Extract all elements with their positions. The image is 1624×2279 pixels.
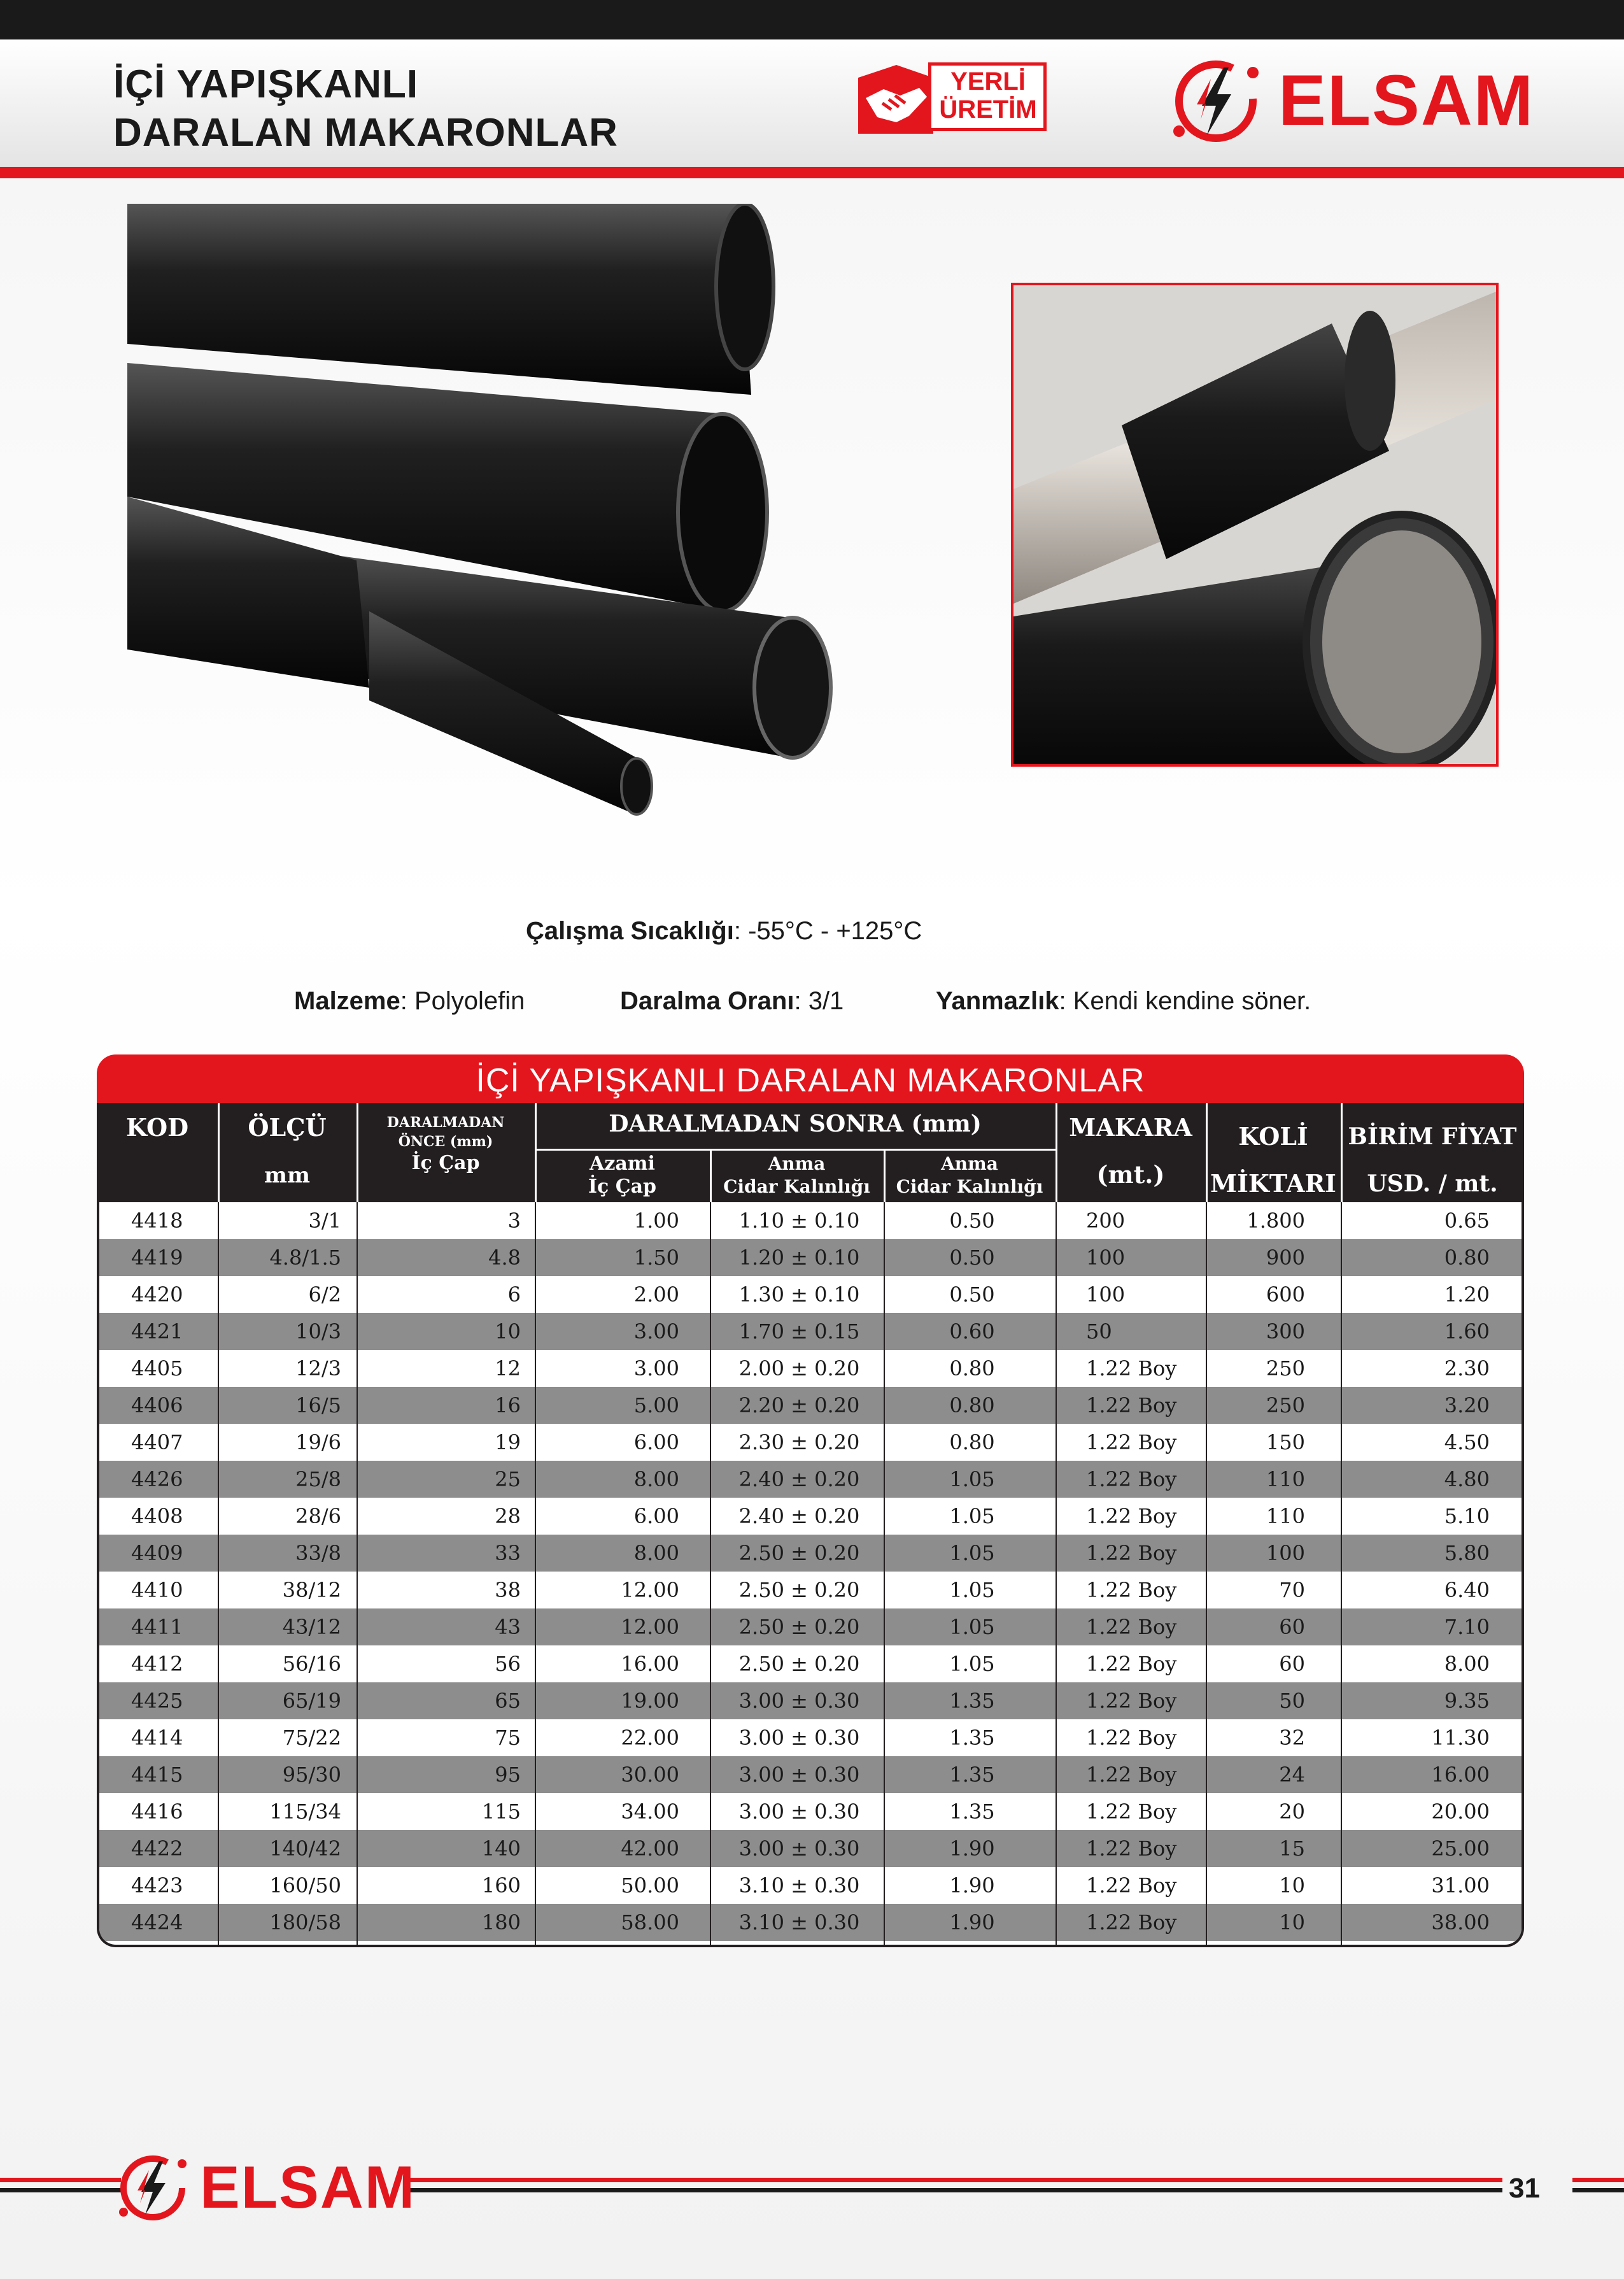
cell-azami: 42.00 — [621, 1836, 679, 1861]
col-header-anma1-line1: Anma — [768, 1153, 826, 1174]
cell-azami: 8.00 — [633, 1541, 679, 1565]
cell-koli: 70 — [1279, 1578, 1305, 1602]
cell-anma-thickness: 0.80 — [949, 1430, 995, 1454]
cell-azami: 3.00 — [633, 1356, 679, 1381]
column-separator — [1206, 1202, 1207, 1947]
cell-before: 140 — [481, 1836, 521, 1861]
cell-makara: 1.22 Boy — [1086, 1873, 1177, 1898]
footer-logo — [112, 2150, 430, 2226]
column-separator — [1341, 1202, 1342, 1947]
cell-kod: 4412 — [131, 1652, 183, 1676]
cell-olcu: 33/8 — [295, 1541, 341, 1565]
cell-makara: 50 — [1086, 1319, 1112, 1344]
col-header-fiyat — [1341, 1113, 1524, 1207]
cell-koli: 60 — [1279, 1615, 1305, 1639]
cell-azami: 1.00 — [633, 1209, 679, 1233]
cell-azami: 6.00 — [633, 1430, 679, 1454]
cell-olcu: 180/58 — [269, 1910, 341, 1935]
header-separator — [218, 1103, 220, 1202]
table-row — [99, 1424, 1522, 1461]
cell-azami: 6.00 — [633, 1504, 679, 1528]
table-row — [99, 1793, 1522, 1830]
cell-kod: 4414 — [131, 1726, 183, 1750]
cell-fiyat: 0.80 — [1444, 1246, 1490, 1270]
cell-olcu: 25/8 — [295, 1467, 341, 1491]
cell-olcu: 75/22 — [282, 1726, 341, 1750]
cell-before: 10 — [495, 1319, 521, 1344]
cell-before: 75 — [495, 1726, 521, 1750]
spec-ratio-label: Daralma Oranı — [620, 987, 794, 1015]
spec-flammability — [936, 986, 1311, 1016]
cell-koli: 60 — [1279, 1652, 1305, 1676]
column-separator — [1056, 1202, 1057, 1947]
cell-olcu: 16/5 — [295, 1393, 341, 1417]
table-header — [97, 1103, 1524, 1202]
table-body — [97, 1202, 1524, 1947]
cell-makara: 1.22 Boy — [1086, 1430, 1177, 1454]
col-header-koli — [1206, 1113, 1341, 1207]
cell-kod: 4423 — [131, 1873, 183, 1898]
cell-anma-thickness: 1.05 — [949, 1541, 995, 1565]
cell-anma-tolerance: 1.10 ± 0.10 — [738, 1209, 860, 1233]
cell-kod: 4418 — [131, 1209, 183, 1233]
cell-koli: 900 — [1266, 1246, 1305, 1270]
cell-anma-tolerance: 3.10 ± 0.30 — [738, 1873, 860, 1898]
cell-fiyat: 6.40 — [1444, 1578, 1490, 1602]
cell-makara: 1.22 Boy — [1086, 1800, 1177, 1824]
cell-makara: 1.22 Boy — [1086, 1504, 1177, 1528]
cell-olcu: 12/3 — [295, 1356, 341, 1381]
cell-before: 25 — [495, 1467, 521, 1491]
badge-line1: YERLİ — [950, 67, 1026, 96]
cell-fiyat: 3.20 — [1444, 1393, 1490, 1417]
yerli-uretim-badge — [858, 59, 1049, 138]
cell-makara: 1.22 Boy — [1086, 1726, 1177, 1750]
cell-makara: 1.22 Boy — [1086, 1652, 1177, 1676]
cell-kod: 4422 — [131, 1836, 183, 1861]
spec-ratio — [620, 986, 844, 1016]
cell-anma-tolerance: 2.50 ± 0.20 — [738, 1578, 860, 1602]
col-header-fiyat-line2: USD. / mt. — [1367, 1170, 1498, 1197]
table-row — [99, 1313, 1522, 1350]
header-separator — [1341, 1103, 1343, 1202]
table-row — [99, 1239, 1522, 1276]
table-title: İÇİ YAPIŞKANLI DARALAN MAKARONLAR — [97, 1054, 1524, 1103]
col-header-azami — [535, 1153, 710, 1198]
lightning-circle-icon — [112, 2150, 195, 2226]
cell-before: 33 — [495, 1541, 521, 1565]
cell-koli: 250 — [1266, 1393, 1305, 1417]
cell-before: 160 — [481, 1873, 521, 1898]
table-row — [99, 1904, 1522, 1941]
cell-anma-tolerance: 1.20 ± 0.10 — [738, 1246, 860, 1270]
brand-name: ELSAM — [1278, 60, 1534, 140]
cell-anma-tolerance: 2.40 ± 0.20 — [738, 1504, 860, 1528]
table-row — [99, 1645, 1522, 1682]
col-header-anma2 — [884, 1153, 1056, 1198]
cell-azami: 16.00 — [621, 1652, 679, 1676]
badge-text — [932, 67, 1044, 124]
table-row — [99, 1756, 1522, 1793]
cell-kod: 4421 — [131, 1319, 183, 1344]
col-header-azami-line1: Azami — [590, 1153, 655, 1175]
table-row — [99, 1682, 1522, 1719]
cell-azami: 12.00 — [621, 1578, 679, 1602]
col-header-makara-unit: (mt.) — [1096, 1160, 1165, 1189]
header-separator — [1206, 1103, 1208, 1202]
table-row — [99, 1719, 1522, 1756]
cell-kod: 4424 — [131, 1910, 183, 1935]
cell-azami: 3.00 — [633, 1319, 679, 1344]
cell-makara: 200 — [1086, 1209, 1126, 1233]
cell-anma-thickness: 1.05 — [949, 1467, 995, 1491]
page-title-line1: İÇİ YAPIŞKANLI — [113, 62, 419, 106]
cell-anma-tolerance: 3.00 ± 0.30 — [738, 1763, 860, 1787]
col-header-koli-line1: KOLİ — [1238, 1122, 1308, 1151]
column-separator — [535, 1202, 536, 1947]
brand-logo — [1165, 53, 1547, 149]
cell-anma-thickness: 1.35 — [949, 1763, 995, 1787]
cell-before: 19 — [495, 1430, 521, 1454]
cell-kod: 4405 — [131, 1356, 183, 1381]
badge-line2: ÜRETİM — [939, 96, 1037, 124]
cell-anma-tolerance: 3.00 ± 0.30 — [738, 1689, 860, 1713]
cell-azami: 2.00 — [633, 1282, 679, 1307]
table-row — [99, 1830, 1522, 1867]
cell-anma-thickness: 1.05 — [949, 1578, 995, 1602]
cell-before: 115 — [481, 1800, 521, 1824]
col-header-makara: MAKARA — [1069, 1113, 1192, 1142]
cell-anma-thickness: 1.90 — [949, 1873, 995, 1898]
cell-anma-tolerance: 2.50 ± 0.20 — [738, 1615, 860, 1639]
spec-material-label: Malzeme — [294, 987, 400, 1015]
cell-olcu: 56/16 — [282, 1652, 341, 1676]
cell-kod: 4410 — [131, 1578, 183, 1602]
col-header-fiyat-line1: BİRİM FİYAT — [1348, 1123, 1517, 1150]
cell-kod: 4419 — [131, 1246, 183, 1270]
cell-anma-thickness: 1.35 — [949, 1689, 995, 1713]
cell-before: 180 — [481, 1910, 521, 1935]
cell-azami: 34.00 — [621, 1800, 679, 1824]
cell-kod: 4407 — [131, 1430, 183, 1454]
cell-fiyat: 20.00 — [1431, 1800, 1490, 1824]
cell-makara: 1.22 Boy — [1086, 1393, 1177, 1417]
footer-brand: ELSAM — [200, 2154, 416, 2220]
cell-olcu: 3/1 — [308, 1209, 341, 1233]
cell-makara: 1.22 Boy — [1086, 1615, 1177, 1639]
cell-olcu: 160/50 — [269, 1873, 341, 1898]
cell-olcu: 140/42 — [269, 1836, 341, 1861]
spec-flammability-value: : Kendi kendine söner. — [1059, 987, 1311, 1015]
cell-azami: 8.00 — [633, 1467, 679, 1491]
cell-koli: 10 — [1279, 1873, 1305, 1898]
cell-olcu: 19/6 — [295, 1430, 341, 1454]
product-photo-application — [1011, 283, 1499, 767]
table-row — [99, 1572, 1522, 1608]
cell-kod: 4406 — [131, 1393, 183, 1417]
col-header-after: DARALMADAN SONRA (mm) — [609, 1111, 982, 1137]
cell-anma-thickness: 1.35 — [949, 1800, 995, 1824]
cell-fiyat: 4.50 — [1444, 1430, 1490, 1454]
cell-fiyat: 5.10 — [1444, 1504, 1490, 1528]
cell-fiyat: 0.65 — [1444, 1209, 1490, 1233]
cell-koli: 20 — [1279, 1800, 1305, 1824]
cell-koli: 150 — [1266, 1430, 1305, 1454]
cell-azami: 12.00 — [621, 1615, 679, 1639]
cell-olcu: 6/2 — [308, 1282, 341, 1307]
table-row — [99, 1276, 1522, 1313]
table-row — [99, 1867, 1522, 1904]
cell-olcu: 10/3 — [295, 1319, 341, 1344]
cell-kod: 4420 — [131, 1282, 183, 1307]
cell-olcu: 43/12 — [282, 1615, 341, 1639]
cell-anma-tolerance: 2.50 ± 0.20 — [738, 1652, 860, 1676]
cell-koli: 50 — [1279, 1689, 1305, 1713]
cell-olcu: 38/12 — [282, 1578, 341, 1602]
product-photo-tubes — [115, 204, 840, 841]
cell-azami: 30.00 — [621, 1763, 679, 1787]
column-separator — [884, 1202, 885, 1947]
header-divider — [535, 1149, 1056, 1151]
column-separator — [710, 1202, 711, 1947]
cell-azami: 50.00 — [621, 1873, 679, 1898]
cell-olcu: 28/6 — [295, 1504, 341, 1528]
cell-fiyat: 9.35 — [1444, 1689, 1490, 1713]
handshake-icon — [858, 59, 935, 138]
cell-before: 3 — [507, 1209, 521, 1233]
top-bar — [0, 0, 1624, 39]
col-header-kod: KOD — [125, 1113, 189, 1142]
cell-kod: 4425 — [131, 1689, 183, 1713]
col-header-azami-line2: İç Çap — [588, 1175, 657, 1198]
cell-anma-tolerance: 3.00 ± 0.30 — [738, 1800, 860, 1824]
cell-olcu: 95/30 — [282, 1763, 341, 1787]
cell-makara: 1.22 Boy — [1086, 1356, 1177, 1381]
cell-olcu: 115/34 — [269, 1800, 341, 1824]
col-header-anma2-line2: Cidar Kalınlığı — [896, 1176, 1043, 1197]
cell-anma-thickness: 1.90 — [949, 1836, 995, 1861]
cell-anma-thickness: 0.60 — [949, 1319, 995, 1344]
header-separator — [535, 1103, 537, 1202]
cell-before: 56 — [495, 1652, 521, 1676]
cell-anma-thickness: 1.35 — [949, 1726, 995, 1750]
cell-fiyat: 2.30 — [1444, 1356, 1490, 1381]
cell-koli: 110 — [1266, 1504, 1305, 1528]
spec-temperature-label: Çalışma Sıcaklığı — [526, 917, 734, 945]
cell-anma-tolerance: 3.00 ± 0.30 — [738, 1836, 860, 1861]
cell-koli: 10 — [1279, 1910, 1305, 1935]
cell-kod: 4409 — [131, 1541, 183, 1565]
cell-before: 4.8 — [488, 1246, 521, 1270]
table-row — [99, 1387, 1522, 1424]
cell-azami: 22.00 — [621, 1726, 679, 1750]
cell-kod: 4408 — [131, 1504, 183, 1528]
cell-makara: 100 — [1086, 1246, 1126, 1270]
header-separator — [1056, 1103, 1057, 1202]
cell-koli: 110 — [1266, 1467, 1305, 1491]
cell-fiyat: 7.10 — [1444, 1615, 1490, 1639]
spec-material-value: : Polyolefin — [400, 987, 525, 1015]
cell-anma-tolerance: 3.00 ± 0.30 — [738, 1726, 860, 1750]
col-header-anma2-line1: Anma — [941, 1153, 998, 1174]
col-header-anma1-line2: Cidar Kalınlığı — [723, 1176, 870, 1197]
cell-before: 6 — [507, 1282, 521, 1307]
cell-koli: 600 — [1266, 1282, 1305, 1307]
page-title-line2: DARALAN MAKARONLAR — [113, 111, 618, 155]
cell-fiyat: 38.00 — [1431, 1910, 1490, 1935]
cell-anma-thickness: 0.50 — [949, 1282, 995, 1307]
cell-anma-tolerance: 2.00 ± 0.20 — [738, 1356, 860, 1381]
cell-anma-thickness: 0.80 — [949, 1356, 995, 1381]
cell-fiyat: 31.00 — [1431, 1873, 1490, 1898]
cell-before: 65 — [495, 1689, 521, 1713]
page-title — [113, 60, 618, 157]
cell-kod: 4415 — [131, 1763, 183, 1787]
cell-makara: 1.22 Boy — [1086, 1467, 1177, 1491]
cell-before: 28 — [495, 1504, 521, 1528]
table-row — [99, 1202, 1522, 1239]
spec-temperature-value: : -55°C - +125°C — [733, 917, 922, 945]
cell-anma-thickness: 1.90 — [949, 1910, 995, 1935]
col-header-anma1 — [710, 1153, 884, 1198]
cell-anma-thickness: 0.50 — [949, 1246, 995, 1270]
cell-fiyat: 25.00 — [1431, 1836, 1490, 1861]
cell-azami: 1.50 — [633, 1246, 679, 1270]
cell-olcu: 65/19 — [282, 1689, 341, 1713]
cell-makara: 1.22 Boy — [1086, 1578, 1177, 1602]
cell-anma-thickness: 1.05 — [949, 1615, 995, 1639]
col-header-before — [357, 1113, 535, 1175]
cell-anma-tolerance: 1.70 ± 0.15 — [738, 1319, 860, 1344]
cell-anma-tolerance: 2.20 ± 0.20 — [738, 1393, 860, 1417]
cell-makara: 1.22 Boy — [1086, 1836, 1177, 1861]
header-separator — [710, 1149, 712, 1202]
cell-anma-thickness: 1.05 — [949, 1504, 995, 1528]
cell-koli: 15 — [1279, 1836, 1305, 1861]
cell-before: 95 — [495, 1763, 521, 1787]
cell-makara: 1.22 Boy — [1086, 1541, 1177, 1565]
cell-azami: 19.00 — [621, 1689, 679, 1713]
col-header-olcu-unit: mm — [264, 1163, 310, 1188]
cell-koli: 250 — [1266, 1356, 1305, 1381]
table-row — [99, 1461, 1522, 1498]
page-number: 31 — [1509, 2173, 1540, 2204]
cell-kod: 4411 — [131, 1615, 183, 1639]
table-row — [99, 1350, 1522, 1387]
cell-before: 43 — [495, 1615, 521, 1639]
cell-before: 38 — [495, 1578, 521, 1602]
cell-fiyat: 11.30 — [1431, 1726, 1490, 1750]
cell-fiyat: 16.00 — [1431, 1763, 1490, 1787]
table-row — [99, 1535, 1522, 1572]
cell-koli: 1.800 — [1246, 1209, 1305, 1233]
spec-ratio-value: : 3/1 — [794, 987, 844, 1015]
col-header-before-line2: ÖNCE (mm) — [398, 1133, 493, 1150]
cell-fiyat: 1.60 — [1444, 1319, 1490, 1344]
cell-anma-thickness: 1.05 — [949, 1652, 995, 1676]
spec-material — [294, 986, 525, 1016]
spec-flammability-label: Yanmazlık — [936, 987, 1059, 1015]
cell-anma-tolerance: 2.30 ± 0.20 — [738, 1430, 860, 1454]
cell-koli: 100 — [1266, 1541, 1305, 1565]
cell-fiyat: 8.00 — [1444, 1652, 1490, 1676]
header-separator — [357, 1103, 358, 1202]
cell-anma-thickness: 0.50 — [949, 1209, 995, 1233]
col-header-koli-line2: MİKTARI — [1210, 1169, 1336, 1198]
cell-anma-thickness: 0.80 — [949, 1393, 995, 1417]
cell-anma-tolerance: 1.30 ± 0.10 — [738, 1282, 860, 1307]
cell-fiyat: 1.20 — [1444, 1282, 1490, 1307]
cell-olcu: 4.8/1.5 — [269, 1246, 341, 1270]
column-separator — [218, 1202, 219, 1947]
table-row — [99, 1608, 1522, 1645]
lightning-circle-icon — [1165, 53, 1273, 149]
table-row — [99, 1498, 1522, 1535]
cell-makara: 1.22 Boy — [1086, 1910, 1177, 1935]
cell-koli: 300 — [1266, 1319, 1305, 1344]
cell-before: 12 — [495, 1356, 521, 1381]
cell-anma-tolerance: 2.40 ± 0.20 — [738, 1467, 860, 1491]
cell-fiyat: 4.80 — [1444, 1467, 1490, 1491]
cell-fiyat: 5.80 — [1444, 1541, 1490, 1565]
col-header-olcu: ÖLÇÜ — [248, 1113, 327, 1142]
spec-temperature — [526, 916, 922, 946]
cell-koli: 24 — [1279, 1763, 1305, 1787]
header-separator — [884, 1149, 886, 1202]
column-separator — [357, 1202, 358, 1947]
cell-anma-tolerance: 3.10 ± 0.30 — [738, 1910, 860, 1935]
cell-kod: 4426 — [131, 1467, 183, 1491]
cell-makara: 1.22 Boy — [1086, 1763, 1177, 1787]
cell-anma-tolerance: 2.50 ± 0.20 — [738, 1541, 860, 1565]
cell-kod: 4416 — [131, 1800, 183, 1824]
cell-before: 16 — [495, 1393, 521, 1417]
col-header-before-line1: DARALMADAN — [386, 1114, 505, 1131]
col-header-before-line3: İç Çap — [411, 1152, 480, 1174]
cell-azami: 5.00 — [633, 1393, 679, 1417]
cell-koli: 32 — [1279, 1726, 1305, 1750]
header-red-line — [0, 167, 1624, 178]
cell-azami: 58.00 — [621, 1910, 679, 1935]
cell-makara: 1.22 Boy — [1086, 1689, 1177, 1713]
cell-makara: 100 — [1086, 1282, 1126, 1307]
